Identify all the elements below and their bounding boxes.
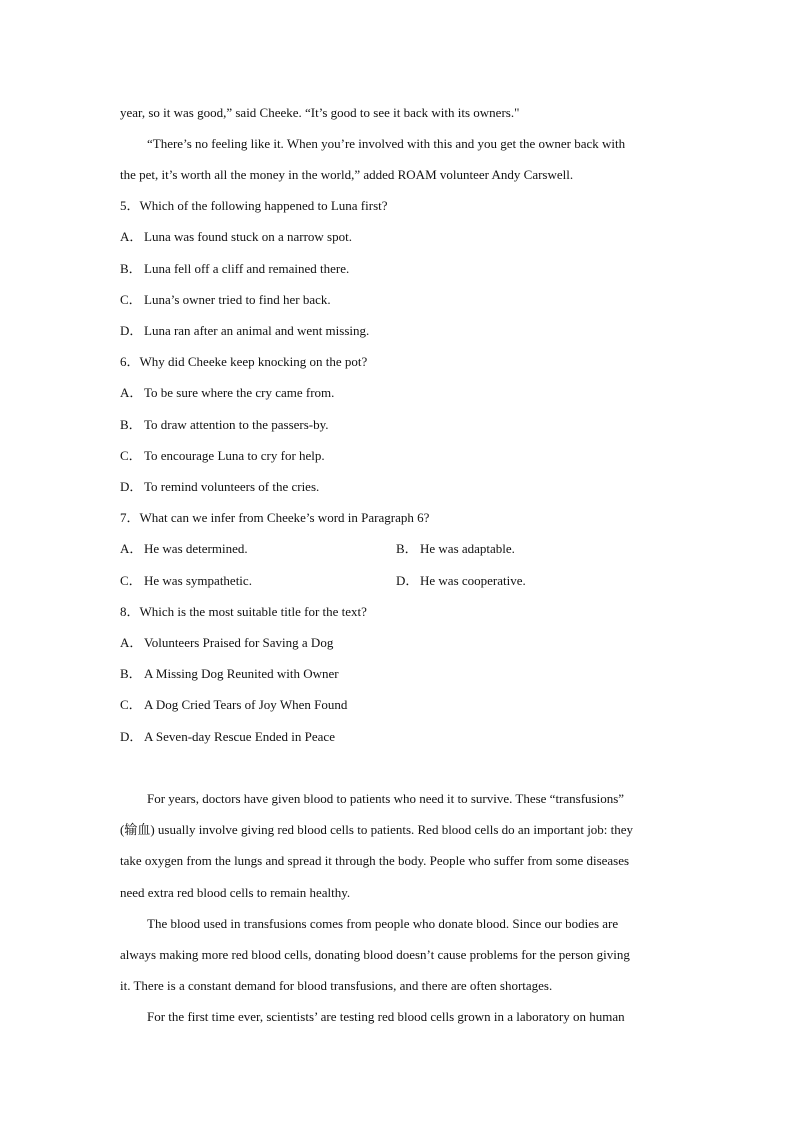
passage-line: always making more red blood cells, donating blood doesn’t cause problems for the person giving: [120, 947, 630, 962]
question-7-option-c: [120, 573, 252, 589]
option-text: He was sympathetic.: [144, 573, 252, 588]
option-letter: D．: [120, 479, 143, 494]
option-letter: D．: [120, 323, 143, 338]
question-8-option-c: [120, 697, 347, 713]
option-text: A Seven-day Rescue Ended in Peace: [144, 729, 335, 744]
option-text: To be sure where the cry came from.: [144, 385, 335, 400]
option-text: A Missing Dog Reunited with Owner: [144, 666, 339, 681]
option-letter: C．: [120, 697, 142, 712]
passage-line: For years, doctors have given blood to patients who need it to survive. These “transfusions”: [147, 791, 625, 806]
question-5-option-b: [120, 261, 349, 277]
option-text: To encourage Luna to cry for help.: [144, 448, 325, 463]
passage-line: it. There is a constant demand for blood transfusions, and there are often shortages.: [120, 978, 553, 993]
option-text: Volunteers Praised for Saving a Dog: [144, 635, 334, 650]
passage-line: the pet, it’s worth all the money in the world,” added ROAM volunteer Andy Carswell.: [120, 167, 574, 182]
option-letter: B．: [396, 541, 418, 556]
passage-line: need extra red blood cells to remain healthy.: [120, 885, 351, 900]
passage-line: take oxygen from the lungs and spread it through the body. People who suffer from some diseases: [120, 853, 630, 868]
question-6-option-b: [120, 417, 329, 433]
option-letter: A．: [120, 385, 143, 400]
option-text: He was cooperative.: [420, 573, 526, 588]
option-text: Luna ran after an animal and went missing.: [144, 323, 370, 338]
question-5-option-d: [120, 323, 369, 339]
question-8-option-d: [120, 729, 335, 745]
question-8-option-a: [120, 635, 333, 651]
question-6-stem: 6．Why did Cheeke keep knocking on the pot?: [120, 354, 368, 369]
option-text: To remind volunteers of the cries.: [144, 479, 320, 494]
passage-line: (输血) usually involve giving red blood cells to patients. Red blood cells do an important job: they: [120, 822, 634, 837]
option-letter: C．: [120, 448, 142, 463]
question-5-stem: 5．Which of the following happened to Luna first?: [120, 198, 388, 213]
option-letter: A．: [120, 229, 143, 244]
option-letter: A．: [120, 635, 143, 650]
option-letter: B．: [120, 417, 142, 432]
option-letter: C．: [120, 292, 142, 307]
option-text: Luna’s owner tried to find her back.: [144, 292, 331, 307]
option-letter: B．: [120, 261, 142, 276]
question-6-option-d: [120, 479, 319, 495]
question-7-option-b: [396, 541, 515, 557]
option-text: He was adaptable.: [420, 541, 515, 556]
option-letter: D．: [120, 729, 143, 744]
passage-line: For the first time ever, scientists’ are testing red blood cells grown in a laboratory on human: [147, 1009, 625, 1024]
question-5-option-a: [120, 229, 352, 245]
question-8-option-b: [120, 666, 339, 682]
option-letter: A．: [120, 541, 143, 556]
question-7-option-d: [396, 573, 526, 589]
question-7-option-a: [120, 541, 248, 557]
passage-line: “There’s no feeling like it. When you’re involved with this and you get the owner back with: [147, 136, 626, 151]
question-6-option-a: [120, 385, 334, 401]
option-text: He was determined.: [144, 541, 248, 556]
option-letter: D．: [396, 573, 419, 588]
question-7-stem: 7．What can we infer from Cheeke’s word in Paragraph 6?: [120, 510, 430, 525]
option-text: To draw attention to the passers-by.: [144, 417, 329, 432]
question-5-option-c: [120, 292, 331, 308]
option-letter: C．: [120, 573, 142, 588]
question-6-option-c: [120, 448, 325, 464]
option-text: A Dog Cried Tears of Joy When Found: [144, 697, 348, 712]
option-text: Luna fell off a cliff and remained there.: [144, 261, 350, 276]
passage-line: The blood used in transfusions comes from people who donate blood. Since our bodies are: [147, 916, 619, 931]
question-8-stem: 8．Which is the most suitable title for the text?: [120, 604, 367, 619]
option-letter: B．: [120, 666, 142, 681]
option-text: Luna was found stuck on a narrow spot.: [144, 229, 352, 244]
passage-line: year, so it was good,” said Cheeke. “It’s good to see it back with its owners.": [120, 105, 520, 120]
